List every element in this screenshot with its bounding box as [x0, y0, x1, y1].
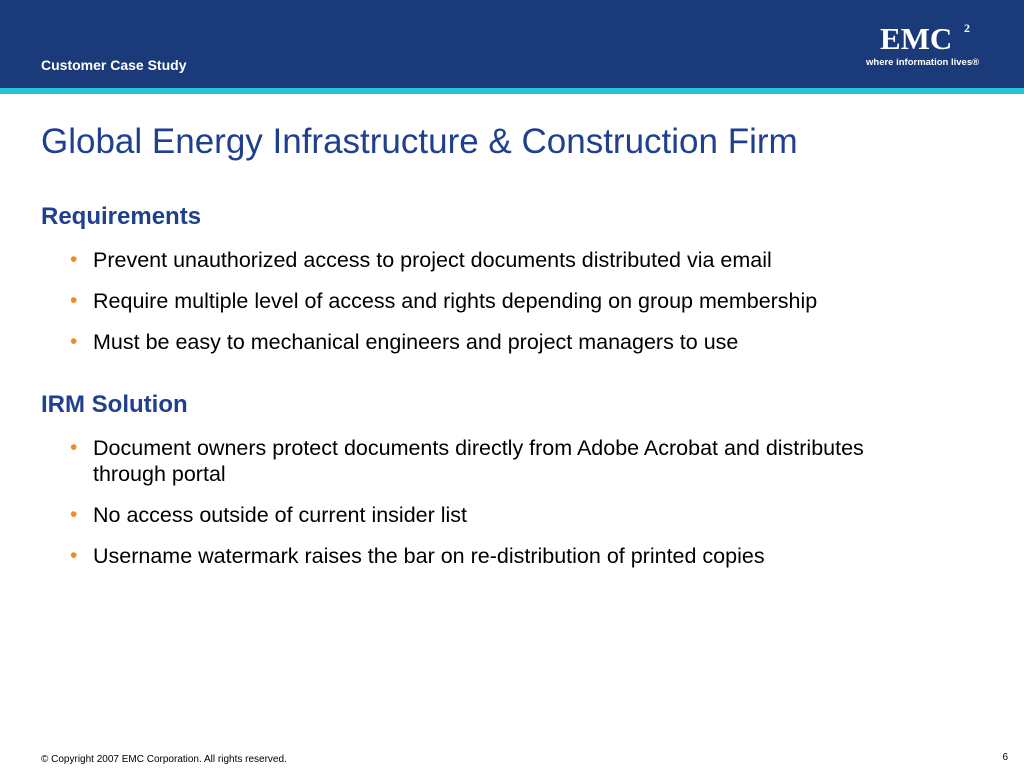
section-requirements: [41, 202, 981, 355]
bullet-list: [41, 435, 901, 569]
bullet-text: Document owners protect documents directly from Adobe Acrobat and distributes through portal: [93, 436, 864, 486]
section-irm-solution: [41, 390, 981, 569]
logo-superscript: 2: [964, 21, 970, 35]
bullet-dot-icon: •: [70, 289, 78, 312]
bullet-text: Require multiple level of access and rights depending on group membership: [93, 289, 818, 313]
bullet-dot-icon: •: [70, 544, 78, 567]
bullet-list: [41, 247, 981, 355]
logo-tagline: where information lives®: [866, 57, 980, 68]
bullet-dot-icon: •: [70, 436, 78, 459]
bullet-text: Prevent unauthorized access to project documents distributed via email: [93, 248, 772, 272]
section-heading: IRM Solution: [41, 391, 188, 418]
bullet-item: [41, 543, 901, 569]
logo-wordmark: EMC: [880, 21, 953, 56]
bullet-text: No access outside of current insider list: [93, 503, 468, 527]
bullet-item: [41, 502, 901, 528]
slide-title: Global Energy Infrastructure & Construction Firm: [41, 122, 798, 161]
footer-copyright: © Copyright 2007 EMC Corporation. All rights reserved.: [41, 754, 287, 765]
bullet-item: [41, 435, 901, 487]
bullet-item: [41, 247, 981, 273]
bullet-item: [41, 329, 981, 355]
section-heading: Requirements: [41, 203, 202, 230]
bullet-dot-icon: •: [70, 503, 78, 526]
bullet-text: Must be easy to mechanical engineers and project managers to use: [93, 330, 739, 354]
bullet-text: Username watermark raises the bar on re-distribution of printed copies: [93, 544, 765, 568]
footer-page-number: 6: [1002, 752, 1008, 763]
bullet-item: [41, 288, 981, 314]
header-label: Customer Case Study: [41, 57, 187, 73]
header-accent-stripe: [0, 88, 1024, 94]
emc-logo: [866, 22, 986, 72]
bullet-dot-icon: •: [70, 248, 78, 271]
bullet-dot-icon: •: [70, 330, 78, 353]
